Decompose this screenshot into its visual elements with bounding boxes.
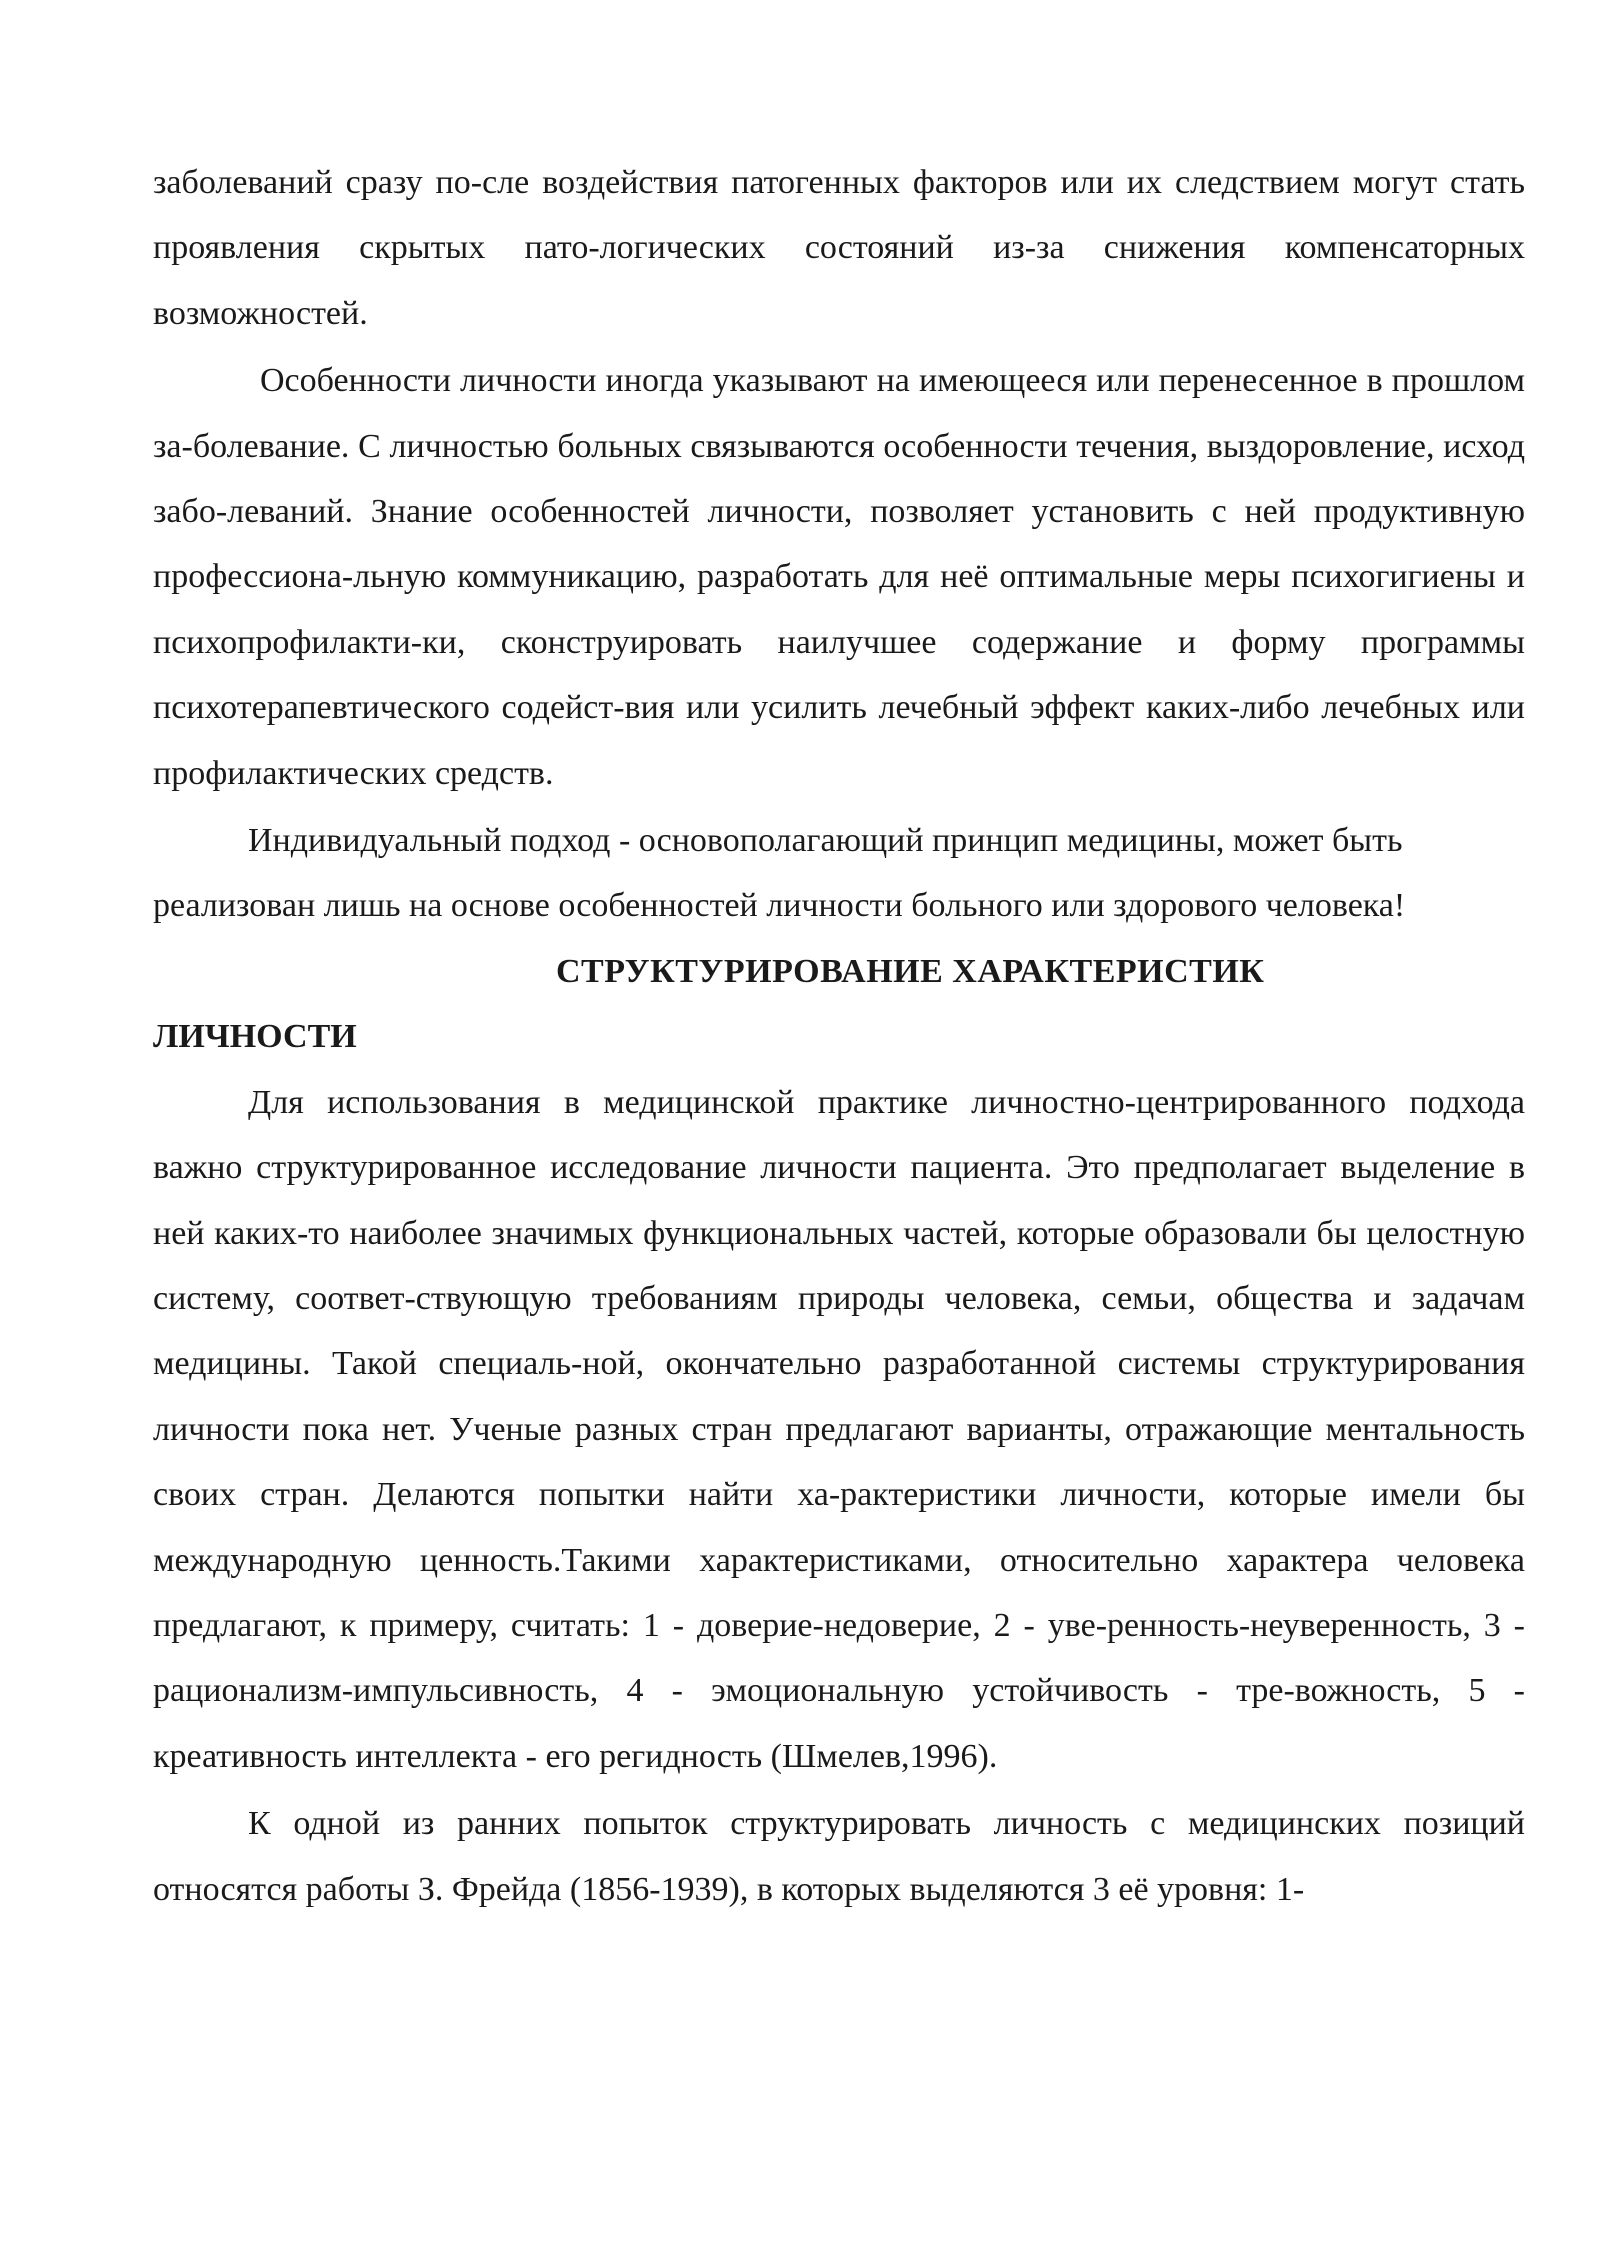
section-heading-line-2: ЛИЧНОСТИ [153,1018,357,1056]
document-page [153,150,1525,1922]
section-heading [153,939,1525,1070]
paragraph-continuation: заболеваний сразу по-сле воздействия патогенных факторов или их следствием могут стать проявления скрытых пато-логических состояний из-за снижения компенсаторных возможностей. [153,164,1525,332]
paragraph-personality-features: Особенности личности иногда указывают на имеющееся или перенесенное в прошлом за-болевание. С личностью больных связываются особенности течения, выздоровление, исход забо-леваний. Знание особенностей личности, позволяет установить с ней продуктивную профессиона-льную коммуникацию, разработать для неё оптимальные меры психогигиены и психопрофилакти-ки, сконструировать наилучшее содержание и форму программы психотерапевтического содейст-вия или усилить лечебный эффект каких-либо лечебных или профилактических средств. [153,362,1525,792]
section-heading-line-1: СТРУКТУРИРОВАНИЕ ХАРАКТЕРИСТИК [556,952,1265,990]
paragraph-structured-research: Для использования в медицинской практике личностно-центрированного подхода важно структурированное исследование личности пациента. Это предполагает выделение в ней каких-то наиболее значимых функциональных частей, которые образовали бы целостную систему, соответ-ствующую требованиям природы человека, семьи, общества и задачам медицины. Такой специаль-ной, окончательно разработанной системы структурирования личности пока нет. Ученые разных стран предлагают варианты, отражающие ментальность своих стран. Делаются попытки найти ха-рактеристики личности, которые имели бы международную ценность.Такими характеристиками, относительно характера человека предлагают, к примеру, считать: 1 - доверие-недоверие, 2 - уве-ренность-неуверенность, 3 - рационализм-импульсивность, 4 - эмоциональную устойчивость - тре-вожность, 5 - креативность интеллекта - его регидность (Шмелев,1996). [153,1083,1525,1775]
paragraph-individual-approach: Индивидуальный подход - основополагающий принцип медицины, может быть реализован лишь на основе особенностей личности больного или здорового человека! [153,822,1406,925]
paragraph-freud: К одной из ранних попыток структурировать личность с медицинских позиций относятся работы З. Фрейда (1856-1939), в которых выделяются 3 её уровня: 1- [153,1805,1525,1908]
